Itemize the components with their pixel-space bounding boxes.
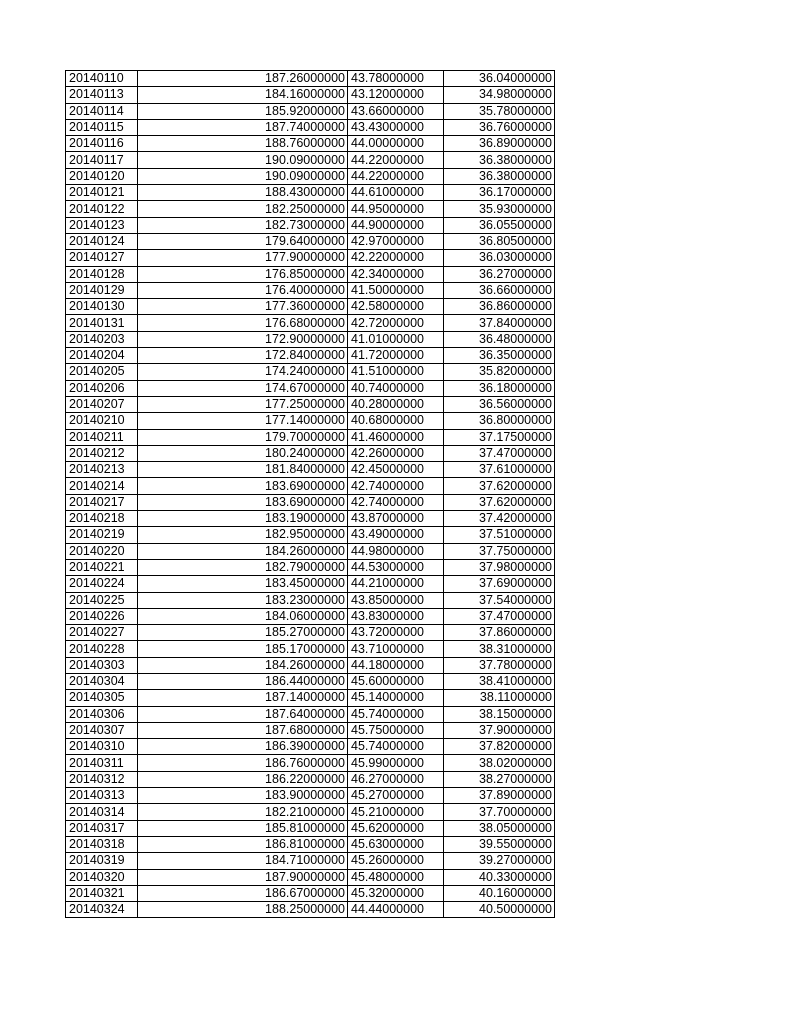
value-cell-2: 44.21000000 bbox=[348, 576, 444, 592]
value-cell-1: 186.22000000 bbox=[138, 771, 348, 787]
value-cell-3: 37.90000000 bbox=[444, 722, 555, 738]
table-row bbox=[66, 299, 555, 315]
date-cell: 20140219 bbox=[66, 527, 138, 543]
date-cell: 20140311 bbox=[66, 755, 138, 771]
value-cell-1: 182.21000000 bbox=[138, 804, 348, 820]
value-cell-2: 45.63000000 bbox=[348, 836, 444, 852]
value-cell-3: 36.86000000 bbox=[444, 299, 555, 315]
value-cell-2: 41.46000000 bbox=[348, 429, 444, 445]
date-cell: 20140122 bbox=[66, 201, 138, 217]
table-row bbox=[66, 902, 555, 918]
value-cell-3: 36.18000000 bbox=[444, 380, 555, 396]
date-cell: 20140217 bbox=[66, 494, 138, 510]
value-cell-1: 172.90000000 bbox=[138, 331, 348, 347]
table-row bbox=[66, 119, 555, 135]
value-cell-1: 177.25000000 bbox=[138, 396, 348, 412]
value-cell-2: 42.58000000 bbox=[348, 299, 444, 315]
date-cell: 20140117 bbox=[66, 152, 138, 168]
date-cell: 20140130 bbox=[66, 299, 138, 315]
value-cell-1: 186.44000000 bbox=[138, 673, 348, 689]
date-cell: 20140131 bbox=[66, 315, 138, 331]
value-cell-1: 183.69000000 bbox=[138, 478, 348, 494]
value-cell-1: 186.67000000 bbox=[138, 885, 348, 901]
value-cell-1: 179.64000000 bbox=[138, 233, 348, 249]
date-cell: 20140314 bbox=[66, 804, 138, 820]
value-cell-1: 176.40000000 bbox=[138, 282, 348, 298]
table-row bbox=[66, 739, 555, 755]
value-cell-2: 42.97000000 bbox=[348, 233, 444, 249]
value-cell-3: 37.84000000 bbox=[444, 315, 555, 331]
date-cell: 20140210 bbox=[66, 413, 138, 429]
value-cell-2: 44.22000000 bbox=[348, 152, 444, 168]
value-cell-1: 176.85000000 bbox=[138, 266, 348, 282]
value-cell-2: 43.87000000 bbox=[348, 511, 444, 527]
value-cell-1: 182.95000000 bbox=[138, 527, 348, 543]
value-cell-1: 184.71000000 bbox=[138, 853, 348, 869]
table-row bbox=[66, 494, 555, 510]
value-cell-2: 43.83000000 bbox=[348, 608, 444, 624]
value-cell-2: 43.12000000 bbox=[348, 87, 444, 103]
value-cell-3: 36.05500000 bbox=[444, 217, 555, 233]
value-cell-3: 37.89000000 bbox=[444, 788, 555, 804]
value-cell-2: 45.26000000 bbox=[348, 853, 444, 869]
date-cell: 20140212 bbox=[66, 445, 138, 461]
value-cell-3: 36.35000000 bbox=[444, 348, 555, 364]
date-cell: 20140307 bbox=[66, 722, 138, 738]
value-cell-3: 37.78000000 bbox=[444, 657, 555, 673]
value-cell-2: 40.74000000 bbox=[348, 380, 444, 396]
table-row bbox=[66, 103, 555, 119]
value-cell-1: 183.19000000 bbox=[138, 511, 348, 527]
table-row bbox=[66, 804, 555, 820]
value-cell-1: 184.26000000 bbox=[138, 657, 348, 673]
value-cell-1: 184.06000000 bbox=[138, 608, 348, 624]
value-cell-2: 45.62000000 bbox=[348, 820, 444, 836]
value-cell-2: 41.51000000 bbox=[348, 364, 444, 380]
value-cell-1: 187.74000000 bbox=[138, 119, 348, 135]
table-row bbox=[66, 527, 555, 543]
value-cell-1: 186.81000000 bbox=[138, 836, 348, 852]
table-row bbox=[66, 885, 555, 901]
table-row bbox=[66, 217, 555, 233]
value-cell-2: 44.98000000 bbox=[348, 543, 444, 559]
value-cell-2: 44.90000000 bbox=[348, 217, 444, 233]
table-row bbox=[66, 853, 555, 869]
date-cell: 20140226 bbox=[66, 608, 138, 624]
value-cell-3: 37.62000000 bbox=[444, 494, 555, 510]
table-row bbox=[66, 396, 555, 412]
table-row bbox=[66, 168, 555, 184]
date-cell: 20140310 bbox=[66, 739, 138, 755]
date-cell: 20140225 bbox=[66, 592, 138, 608]
value-cell-2: 45.60000000 bbox=[348, 673, 444, 689]
date-cell: 20140320 bbox=[66, 869, 138, 885]
value-cell-3: 37.62000000 bbox=[444, 478, 555, 494]
date-cell: 20140204 bbox=[66, 348, 138, 364]
date-cell: 20140228 bbox=[66, 641, 138, 657]
value-cell-3: 36.03000000 bbox=[444, 250, 555, 266]
value-cell-2: 41.50000000 bbox=[348, 282, 444, 298]
table-row bbox=[66, 641, 555, 657]
date-cell: 20140321 bbox=[66, 885, 138, 901]
value-cell-3: 37.47000000 bbox=[444, 445, 555, 461]
value-cell-1: 185.17000000 bbox=[138, 641, 348, 657]
value-cell-3: 36.56000000 bbox=[444, 396, 555, 412]
value-cell-2: 44.18000000 bbox=[348, 657, 444, 673]
value-cell-1: 183.90000000 bbox=[138, 788, 348, 804]
value-cell-1: 187.26000000 bbox=[138, 71, 348, 87]
value-cell-2: 45.21000000 bbox=[348, 804, 444, 820]
value-cell-1: 182.25000000 bbox=[138, 201, 348, 217]
value-cell-2: 45.99000000 bbox=[348, 755, 444, 771]
value-cell-1: 186.76000000 bbox=[138, 755, 348, 771]
date-cell: 20140224 bbox=[66, 576, 138, 592]
value-cell-1: 172.84000000 bbox=[138, 348, 348, 364]
table-row bbox=[66, 87, 555, 103]
date-cell: 20140213 bbox=[66, 462, 138, 478]
value-cell-1: 188.43000000 bbox=[138, 185, 348, 201]
value-cell-1: 180.24000000 bbox=[138, 445, 348, 461]
table-row bbox=[66, 282, 555, 298]
date-cell: 20140221 bbox=[66, 559, 138, 575]
value-cell-2: 42.45000000 bbox=[348, 462, 444, 478]
value-cell-3: 36.04000000 bbox=[444, 71, 555, 87]
value-cell-3: 36.48000000 bbox=[444, 331, 555, 347]
value-cell-2: 43.49000000 bbox=[348, 527, 444, 543]
date-cell: 20140114 bbox=[66, 103, 138, 119]
date-cell: 20140116 bbox=[66, 136, 138, 152]
table-row bbox=[66, 576, 555, 592]
date-cell: 20140205 bbox=[66, 364, 138, 380]
value-cell-1: 187.68000000 bbox=[138, 722, 348, 738]
value-cell-1: 174.67000000 bbox=[138, 380, 348, 396]
table-row bbox=[66, 233, 555, 249]
value-cell-1: 185.27000000 bbox=[138, 625, 348, 641]
table-row bbox=[66, 380, 555, 396]
table-row bbox=[66, 690, 555, 706]
value-cell-2: 43.72000000 bbox=[348, 625, 444, 641]
value-cell-3: 37.17500000 bbox=[444, 429, 555, 445]
value-cell-2: 40.68000000 bbox=[348, 413, 444, 429]
value-cell-1: 183.45000000 bbox=[138, 576, 348, 592]
value-cell-3: 38.05000000 bbox=[444, 820, 555, 836]
table-row bbox=[66, 185, 555, 201]
value-cell-3: 38.02000000 bbox=[444, 755, 555, 771]
table-row bbox=[66, 608, 555, 624]
value-cell-2: 41.72000000 bbox=[348, 348, 444, 364]
date-cell: 20140220 bbox=[66, 543, 138, 559]
value-cell-3: 39.27000000 bbox=[444, 853, 555, 869]
value-cell-1: 187.64000000 bbox=[138, 706, 348, 722]
table-row bbox=[66, 445, 555, 461]
date-cell: 20140207 bbox=[66, 396, 138, 412]
date-cell: 20140113 bbox=[66, 87, 138, 103]
date-cell: 20140304 bbox=[66, 673, 138, 689]
value-cell-1: 184.26000000 bbox=[138, 543, 348, 559]
value-cell-1: 185.92000000 bbox=[138, 103, 348, 119]
value-cell-2: 42.22000000 bbox=[348, 250, 444, 266]
table-row bbox=[66, 559, 555, 575]
table-row bbox=[66, 364, 555, 380]
table-row bbox=[66, 673, 555, 689]
date-cell: 20140115 bbox=[66, 119, 138, 135]
table-row bbox=[66, 331, 555, 347]
value-cell-2: 42.26000000 bbox=[348, 445, 444, 461]
table-row bbox=[66, 429, 555, 445]
value-cell-3: 37.54000000 bbox=[444, 592, 555, 608]
date-cell: 20140124 bbox=[66, 233, 138, 249]
value-cell-1: 176.68000000 bbox=[138, 315, 348, 331]
value-cell-1: 177.14000000 bbox=[138, 413, 348, 429]
value-cell-3: 37.75000000 bbox=[444, 543, 555, 559]
date-cell: 20140128 bbox=[66, 266, 138, 282]
date-cell: 20140324 bbox=[66, 902, 138, 918]
value-cell-2: 42.34000000 bbox=[348, 266, 444, 282]
table-row bbox=[66, 511, 555, 527]
value-cell-1: 187.14000000 bbox=[138, 690, 348, 706]
date-cell: 20140317 bbox=[66, 820, 138, 836]
table-row bbox=[66, 869, 555, 885]
date-cell: 20140318 bbox=[66, 836, 138, 852]
date-cell: 20140120 bbox=[66, 168, 138, 184]
value-cell-1: 186.39000000 bbox=[138, 739, 348, 755]
table-row bbox=[66, 722, 555, 738]
date-cell: 20140218 bbox=[66, 511, 138, 527]
table-row bbox=[66, 71, 555, 87]
value-cell-3: 36.80000000 bbox=[444, 413, 555, 429]
date-cell: 20140121 bbox=[66, 185, 138, 201]
value-cell-2: 44.61000000 bbox=[348, 185, 444, 201]
value-cell-3: 36.76000000 bbox=[444, 119, 555, 135]
date-cell: 20140206 bbox=[66, 380, 138, 396]
value-cell-2: 44.00000000 bbox=[348, 136, 444, 152]
value-cell-2: 42.72000000 bbox=[348, 315, 444, 331]
value-cell-3: 40.33000000 bbox=[444, 869, 555, 885]
date-cell: 20140227 bbox=[66, 625, 138, 641]
table-row bbox=[66, 592, 555, 608]
date-cell: 20140211 bbox=[66, 429, 138, 445]
date-cell: 20140123 bbox=[66, 217, 138, 233]
value-cell-3: 37.69000000 bbox=[444, 576, 555, 592]
date-cell: 20140306 bbox=[66, 706, 138, 722]
value-cell-3: 36.27000000 bbox=[444, 266, 555, 282]
table-row bbox=[66, 152, 555, 168]
table-row bbox=[66, 755, 555, 771]
value-cell-2: 44.44000000 bbox=[348, 902, 444, 918]
value-cell-3: 37.82000000 bbox=[444, 739, 555, 755]
value-cell-3: 37.98000000 bbox=[444, 559, 555, 575]
table-row bbox=[66, 250, 555, 266]
data-table bbox=[65, 70, 555, 918]
value-cell-2: 43.66000000 bbox=[348, 103, 444, 119]
table-row bbox=[66, 462, 555, 478]
value-cell-2: 42.74000000 bbox=[348, 494, 444, 510]
value-cell-3: 40.16000000 bbox=[444, 885, 555, 901]
value-cell-1: 190.09000000 bbox=[138, 152, 348, 168]
value-cell-2: 42.74000000 bbox=[348, 478, 444, 494]
date-cell: 20140312 bbox=[66, 771, 138, 787]
value-cell-2: 45.74000000 bbox=[348, 739, 444, 755]
value-cell-2: 45.48000000 bbox=[348, 869, 444, 885]
value-cell-2: 44.95000000 bbox=[348, 201, 444, 217]
value-cell-3: 37.42000000 bbox=[444, 511, 555, 527]
value-cell-2: 43.85000000 bbox=[348, 592, 444, 608]
date-cell: 20140319 bbox=[66, 853, 138, 869]
table-row bbox=[66, 836, 555, 852]
value-cell-3: 38.11000000 bbox=[444, 690, 555, 706]
value-cell-1: 174.24000000 bbox=[138, 364, 348, 380]
value-cell-1: 183.23000000 bbox=[138, 592, 348, 608]
value-cell-3: 35.78000000 bbox=[444, 103, 555, 119]
date-cell: 20140214 bbox=[66, 478, 138, 494]
date-cell: 20140305 bbox=[66, 690, 138, 706]
table-row bbox=[66, 625, 555, 641]
date-cell: 20140303 bbox=[66, 657, 138, 673]
table-row bbox=[66, 201, 555, 217]
value-cell-2: 45.14000000 bbox=[348, 690, 444, 706]
date-cell: 20140203 bbox=[66, 331, 138, 347]
value-cell-1: 188.76000000 bbox=[138, 136, 348, 152]
value-cell-3: 37.86000000 bbox=[444, 625, 555, 641]
value-cell-1: 182.79000000 bbox=[138, 559, 348, 575]
value-cell-3: 37.61000000 bbox=[444, 462, 555, 478]
table-row bbox=[66, 543, 555, 559]
value-cell-3: 38.27000000 bbox=[444, 771, 555, 787]
table-row bbox=[66, 348, 555, 364]
value-cell-1: 187.90000000 bbox=[138, 869, 348, 885]
value-cell-1: 183.69000000 bbox=[138, 494, 348, 510]
value-cell-1: 177.90000000 bbox=[138, 250, 348, 266]
value-cell-2: 45.75000000 bbox=[348, 722, 444, 738]
table-row bbox=[66, 266, 555, 282]
value-cell-2: 40.28000000 bbox=[348, 396, 444, 412]
value-cell-3: 38.41000000 bbox=[444, 673, 555, 689]
value-cell-3: 37.51000000 bbox=[444, 527, 555, 543]
value-cell-3: 36.66000000 bbox=[444, 282, 555, 298]
value-cell-2: 45.32000000 bbox=[348, 885, 444, 901]
value-cell-1: 190.09000000 bbox=[138, 168, 348, 184]
value-cell-2: 43.71000000 bbox=[348, 641, 444, 657]
value-cell-3: 40.50000000 bbox=[444, 902, 555, 918]
date-cell: 20140129 bbox=[66, 282, 138, 298]
value-cell-3: 36.17000000 bbox=[444, 185, 555, 201]
value-cell-2: 43.78000000 bbox=[348, 71, 444, 87]
table-row bbox=[66, 136, 555, 152]
value-cell-1: 188.25000000 bbox=[138, 902, 348, 918]
value-cell-2: 44.22000000 bbox=[348, 168, 444, 184]
value-cell-1: 184.16000000 bbox=[138, 87, 348, 103]
value-cell-3: 35.82000000 bbox=[444, 364, 555, 380]
value-cell-3: 37.47000000 bbox=[444, 608, 555, 624]
value-cell-3: 38.15000000 bbox=[444, 706, 555, 722]
table-row bbox=[66, 657, 555, 673]
table-row bbox=[66, 788, 555, 804]
value-cell-3: 36.80500000 bbox=[444, 233, 555, 249]
value-cell-1: 177.36000000 bbox=[138, 299, 348, 315]
date-cell: 20140127 bbox=[66, 250, 138, 266]
value-cell-3: 39.55000000 bbox=[444, 836, 555, 852]
value-cell-3: 36.38000000 bbox=[444, 168, 555, 184]
value-cell-2: 41.01000000 bbox=[348, 331, 444, 347]
table-row bbox=[66, 820, 555, 836]
value-cell-2: 45.27000000 bbox=[348, 788, 444, 804]
date-cell: 20140110 bbox=[66, 71, 138, 87]
value-cell-3: 37.70000000 bbox=[444, 804, 555, 820]
date-cell: 20140313 bbox=[66, 788, 138, 804]
value-cell-1: 181.84000000 bbox=[138, 462, 348, 478]
value-cell-2: 44.53000000 bbox=[348, 559, 444, 575]
value-cell-3: 36.89000000 bbox=[444, 136, 555, 152]
value-cell-3: 38.31000000 bbox=[444, 641, 555, 657]
value-cell-2: 45.74000000 bbox=[348, 706, 444, 722]
table-row bbox=[66, 315, 555, 331]
value-cell-3: 36.38000000 bbox=[444, 152, 555, 168]
value-cell-1: 182.73000000 bbox=[138, 217, 348, 233]
table-row bbox=[66, 413, 555, 429]
value-cell-1: 179.70000000 bbox=[138, 429, 348, 445]
value-cell-3: 34.98000000 bbox=[444, 87, 555, 103]
table-row bbox=[66, 771, 555, 787]
data-table-body bbox=[66, 71, 555, 918]
table-row bbox=[66, 478, 555, 494]
value-cell-2: 43.43000000 bbox=[348, 119, 444, 135]
table-row bbox=[66, 706, 555, 722]
value-cell-2: 46.27000000 bbox=[348, 771, 444, 787]
value-cell-1: 185.81000000 bbox=[138, 820, 348, 836]
value-cell-3: 35.93000000 bbox=[444, 201, 555, 217]
